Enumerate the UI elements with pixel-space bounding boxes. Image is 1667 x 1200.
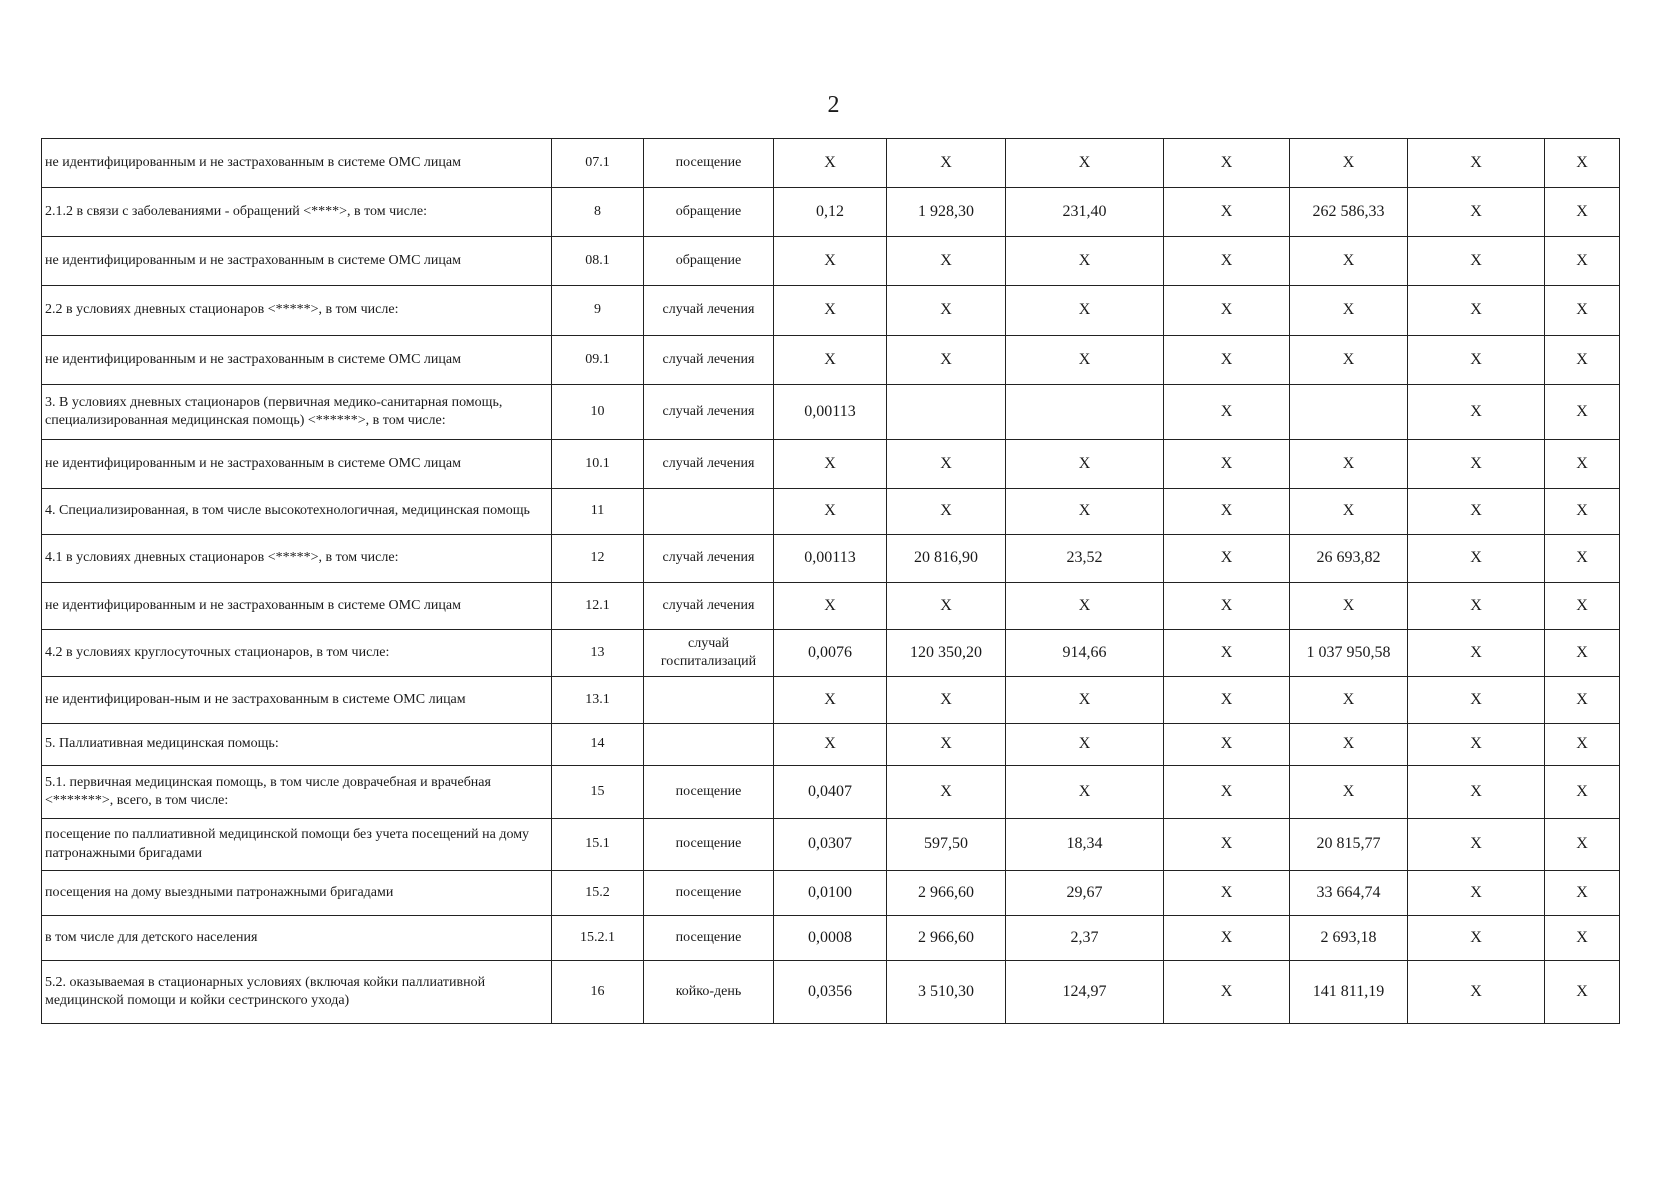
row-col-5: X [1290, 489, 1408, 535]
row-col-2: 1 928,30 [887, 188, 1006, 237]
row-unit: случай лечения [644, 385, 774, 440]
row-col-3: X [1006, 237, 1164, 286]
row-unit [644, 489, 774, 535]
row-name: не идентифицированным и не застрахованным в системе ОМС лицам [42, 440, 552, 489]
row-col-5: 33 664,74 [1290, 871, 1408, 916]
row-col-7: X [1545, 535, 1620, 583]
table-row [42, 766, 1620, 819]
table-row [42, 336, 1620, 385]
row-col-2: X [887, 440, 1006, 489]
row-col-4: X [1164, 583, 1290, 630]
row-col-1: 0,0407 [774, 766, 887, 819]
row-col-5: 141 811,19 [1290, 961, 1408, 1024]
row-col-6: X [1408, 916, 1545, 961]
row-col-1: 0,0076 [774, 630, 887, 677]
row-name: не идентифицирован-ным и не застрахованным в системе ОМС лицам [42, 677, 552, 724]
table-row [42, 237, 1620, 286]
row-col-6: X [1408, 630, 1545, 677]
row-col-5: X [1290, 677, 1408, 724]
row-col-6: X [1408, 237, 1545, 286]
row-col-4: X [1164, 489, 1290, 535]
row-col-4: X [1164, 535, 1290, 583]
row-code: 15 [552, 766, 644, 819]
row-col-3: X [1006, 440, 1164, 489]
row-col-4: X [1164, 286, 1290, 336]
row-col-1: X [774, 440, 887, 489]
table-row [42, 583, 1620, 630]
row-name: посещения на дому выездными патронажными бригадами [42, 871, 552, 916]
row-name: 5.1. первичная медицинская помощь, в том числе доврачебная и врачебная <*******>, всего, в том числе: [42, 766, 552, 819]
row-name: 4.1 в условиях дневных стационаров <*****>, в том числе: [42, 535, 552, 583]
row-col-1: X [774, 583, 887, 630]
row-col-5: X [1290, 336, 1408, 385]
row-col-1: 0,00113 [774, 385, 887, 440]
row-col-3: 18,34 [1006, 819, 1164, 871]
row-unit: посещение [644, 871, 774, 916]
row-col-3 [1006, 385, 1164, 440]
row-col-3: 231,40 [1006, 188, 1164, 237]
row-col-5: X [1290, 139, 1408, 188]
row-name: 3. В условиях дневных стационаров (первичная медико-санитарная помощь, специализированная медицинская помощь) <******>, в том числе: [42, 385, 552, 440]
table-row [42, 724, 1620, 766]
table-body [42, 139, 1620, 1024]
row-col-6: X [1408, 871, 1545, 916]
row-col-2: 120 350,20 [887, 630, 1006, 677]
row-code: 10 [552, 385, 644, 440]
row-unit [644, 677, 774, 724]
row-code: 8 [552, 188, 644, 237]
table-row [42, 440, 1620, 489]
table-row [42, 677, 1620, 724]
row-col-2: X [887, 583, 1006, 630]
row-col-6: X [1408, 724, 1545, 766]
row-col-3: 29,67 [1006, 871, 1164, 916]
row-code: 12.1 [552, 583, 644, 630]
row-code: 10.1 [552, 440, 644, 489]
table-row [42, 489, 1620, 535]
row-col-6: X [1408, 336, 1545, 385]
row-col-1: X [774, 724, 887, 766]
row-col-4: X [1164, 677, 1290, 724]
row-col-5: X [1290, 583, 1408, 630]
row-col-6: X [1408, 535, 1545, 583]
row-col-1: X [774, 237, 887, 286]
row-col-7: X [1545, 916, 1620, 961]
row-col-3: X [1006, 766, 1164, 819]
row-col-1: X [774, 286, 887, 336]
table-row [42, 286, 1620, 336]
row-col-1: 0,0307 [774, 819, 887, 871]
row-unit: посещение [644, 916, 774, 961]
row-col-2 [887, 385, 1006, 440]
row-col-1: 0,0008 [774, 916, 887, 961]
row-col-2: 597,50 [887, 819, 1006, 871]
row-col-6: X [1408, 961, 1545, 1024]
row-col-6: X [1408, 677, 1545, 724]
row-col-4: X [1164, 188, 1290, 237]
row-unit: случай лечения [644, 286, 774, 336]
row-col-5: 1 037 950,58 [1290, 630, 1408, 677]
row-col-2: 20 816,90 [887, 535, 1006, 583]
row-col-7: X [1545, 286, 1620, 336]
row-unit: случай лечения [644, 583, 774, 630]
table-row [42, 139, 1620, 188]
row-col-6: X [1408, 766, 1545, 819]
row-col-6: X [1408, 188, 1545, 237]
row-col-3: 2,37 [1006, 916, 1164, 961]
row-unit: случай лечения [644, 336, 774, 385]
row-col-4: X [1164, 630, 1290, 677]
row-name: не идентифицированным и не застрахованным в системе ОМС лицам [42, 139, 552, 188]
row-col-1: X [774, 139, 887, 188]
row-col-2: X [887, 724, 1006, 766]
row-code: 09.1 [552, 336, 644, 385]
row-unit: обращение [644, 237, 774, 286]
row-col-3: X [1006, 677, 1164, 724]
row-col-5: 2 693,18 [1290, 916, 1408, 961]
row-code: 9 [552, 286, 644, 336]
row-col-7: X [1545, 237, 1620, 286]
row-col-3: 23,52 [1006, 535, 1164, 583]
row-col-2: X [887, 489, 1006, 535]
row-col-3: 124,97 [1006, 961, 1164, 1024]
page-number: 2 [827, 92, 840, 118]
row-col-2: X [887, 139, 1006, 188]
row-col-2: X [887, 336, 1006, 385]
row-col-4: X [1164, 916, 1290, 961]
row-col-6: X [1408, 583, 1545, 630]
row-col-2: X [887, 677, 1006, 724]
row-col-6: X [1408, 286, 1545, 336]
row-col-5: 262 586,33 [1290, 188, 1408, 237]
row-name: 5.2. оказываемая в стационарных условиях (включая койки паллиативной медицинской помощи и койки сестринского ухода) [42, 961, 552, 1024]
row-col-7: X [1545, 336, 1620, 385]
row-code: 15.2 [552, 871, 644, 916]
row-col-4: X [1164, 139, 1290, 188]
table-row [42, 819, 1620, 871]
row-name: в том числе для детского населения [42, 916, 552, 961]
row-col-7: X [1545, 630, 1620, 677]
row-col-1: 0,12 [774, 188, 887, 237]
row-col-5: 26 693,82 [1290, 535, 1408, 583]
row-col-6: X [1408, 489, 1545, 535]
row-name: 4.2 в условиях круглосуточных стационаров, в том числе: [42, 630, 552, 677]
row-col-5: X [1290, 440, 1408, 489]
row-unit: посещение [644, 139, 774, 188]
row-unit: обращение [644, 188, 774, 237]
row-col-7: X [1545, 583, 1620, 630]
row-col-7: X [1545, 871, 1620, 916]
row-code: 14 [552, 724, 644, 766]
row-col-7: X [1545, 961, 1620, 1024]
table-row [42, 385, 1620, 440]
row-col-4: X [1164, 724, 1290, 766]
row-col-7: X [1545, 385, 1620, 440]
data-table [41, 138, 1620, 1024]
row-code: 07.1 [552, 139, 644, 188]
row-col-1: X [774, 489, 887, 535]
row-col-1: X [774, 677, 887, 724]
row-col-3: X [1006, 489, 1164, 535]
row-col-2: X [887, 766, 1006, 819]
row-name: не идентифицированным и не застрахованным в системе ОМС лицам [42, 583, 552, 630]
row-col-7: X [1545, 489, 1620, 535]
row-col-1: 0,0356 [774, 961, 887, 1024]
row-col-3: X [1006, 583, 1164, 630]
row-name: 2.1.2 в связи с заболеваниями - обращений <****>, в том числе: [42, 188, 552, 237]
row-col-7: X [1545, 188, 1620, 237]
row-col-6: X [1408, 819, 1545, 871]
row-name: 5. Паллиативная медицинская помощь: [42, 724, 552, 766]
row-code: 15.2.1 [552, 916, 644, 961]
row-col-6: X [1408, 385, 1545, 440]
row-col-7: X [1545, 139, 1620, 188]
row-unit: случай лечения [644, 535, 774, 583]
row-col-2: X [887, 237, 1006, 286]
row-col-5: X [1290, 237, 1408, 286]
row-name: 2.2 в условиях дневных стационаров <*****>, в том числе: [42, 286, 552, 336]
table-row [42, 916, 1620, 961]
row-col-6: X [1408, 440, 1545, 489]
row-name: посещение по паллиативной медицинской помощи без учета посещений на дому патронажными бригадами [42, 819, 552, 871]
row-col-5 [1290, 385, 1408, 440]
row-unit: койко-день [644, 961, 774, 1024]
row-code: 08.1 [552, 237, 644, 286]
row-unit: случай лечения [644, 440, 774, 489]
row-code: 11 [552, 489, 644, 535]
row-col-2: X [887, 286, 1006, 336]
row-col-2: 2 966,60 [887, 871, 1006, 916]
row-col-4: X [1164, 237, 1290, 286]
row-name: не идентифицированным и не застрахованным в системе ОМС лицам [42, 336, 552, 385]
row-col-7: X [1545, 766, 1620, 819]
row-code: 15.1 [552, 819, 644, 871]
row-unit: посещение [644, 766, 774, 819]
row-col-7: X [1545, 819, 1620, 871]
row-col-1: 0,00113 [774, 535, 887, 583]
row-col-4: X [1164, 336, 1290, 385]
row-col-3: 914,66 [1006, 630, 1164, 677]
row-col-5: X [1290, 766, 1408, 819]
row-code: 12 [552, 535, 644, 583]
row-col-3: X [1006, 336, 1164, 385]
row-col-4: X [1164, 819, 1290, 871]
row-unit [644, 724, 774, 766]
table-row [42, 535, 1620, 583]
row-col-3: X [1006, 286, 1164, 336]
row-code: 13.1 [552, 677, 644, 724]
row-col-4: X [1164, 961, 1290, 1024]
row-code: 13 [552, 630, 644, 677]
row-col-4: X [1164, 871, 1290, 916]
row-col-4: X [1164, 440, 1290, 489]
row-unit: посещение [644, 819, 774, 871]
table-row [42, 961, 1620, 1024]
table-row [42, 188, 1620, 237]
row-col-5: X [1290, 286, 1408, 336]
table-row [42, 871, 1620, 916]
row-col-4: X [1164, 766, 1290, 819]
row-col-7: X [1545, 677, 1620, 724]
row-col-7: X [1545, 440, 1620, 489]
row-col-5: X [1290, 724, 1408, 766]
row-col-2: 3 510,30 [887, 961, 1006, 1024]
row-col-6: X [1408, 139, 1545, 188]
row-unit: случай госпитализаций [644, 630, 774, 677]
row-col-1: 0,0100 [774, 871, 887, 916]
row-name: не идентифицированным и не застрахованным в системе ОМС лицам [42, 237, 552, 286]
row-name: 4. Специализированная, в том числе высокотехнологичная, медицинская помощь [42, 489, 552, 535]
table-row [42, 630, 1620, 677]
row-col-5: 20 815,77 [1290, 819, 1408, 871]
row-col-1: X [774, 336, 887, 385]
row-col-4: X [1164, 385, 1290, 440]
row-col-3: X [1006, 724, 1164, 766]
row-code: 16 [552, 961, 644, 1024]
row-col-7: X [1545, 724, 1620, 766]
row-col-2: 2 966,60 [887, 916, 1006, 961]
row-col-3: X [1006, 139, 1164, 188]
